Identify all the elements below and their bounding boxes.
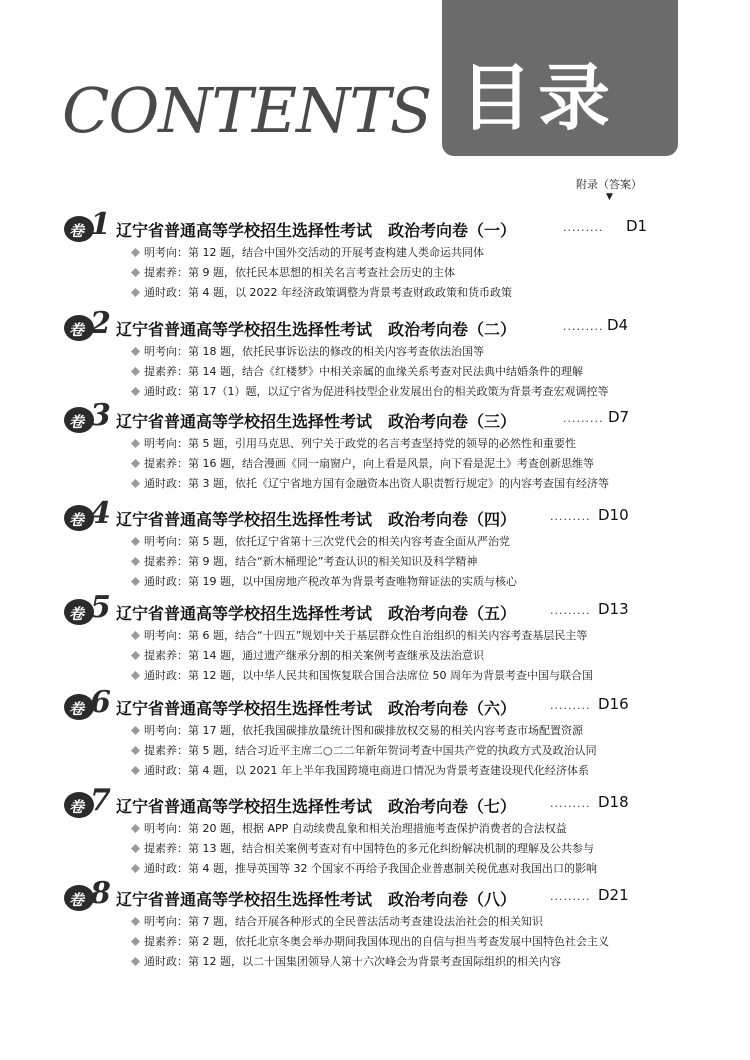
item-text: 明考向：第 5 题，引用马克思、列宁关于政党的名言考查坚持党的领导的必然性和重要性	[144, 437, 576, 450]
item-text: 明考向：第 17 题，依托我国碳排放量统计图和碳排放权交易的相关内容考查市场配置资源	[144, 724, 583, 737]
item-text: 通时政：第 17（1）题，以辽宁省为促进科技型企业发展出台的相关政策为背景考查宏观调控等	[144, 385, 609, 398]
volume-badge	[64, 783, 112, 820]
item-text: 明考向：第 7 题，结合开展各种形式的全民普法活动考查建设法治社会的相关知识	[144, 915, 543, 928]
toc-entry-item	[131, 363, 583, 379]
item-text: 明考向：第 12 题，结合中国外交活动的开展考查构建人类命运共同体	[144, 246, 484, 259]
leader-dots: ·········	[563, 323, 604, 336]
leader-dots: ·········	[550, 800, 591, 813]
diamond-bullet-icon	[131, 268, 140, 277]
toc-entry	[0, 306, 750, 413]
toc-entry-item	[131, 762, 589, 778]
item-text: 明考向：第 18 题，依托民事诉讼法的修改的相关内容考查依法治国等	[144, 345, 484, 358]
diamond-bullet-icon	[131, 557, 140, 566]
toc-entry-title: 辽宁省普通高等学校招生选择性考试 政治考向卷（七）	[116, 797, 517, 816]
diamond-bullet-icon	[131, 671, 140, 680]
toc-entry-item	[131, 475, 609, 491]
diamond-bullet-icon	[131, 367, 140, 376]
toc-entry-item	[131, 933, 609, 949]
item-text: 通时政：第 12 题，以二十国集团领导人第十六次峰会为背景考查国际组织的相关内容	[144, 955, 561, 968]
toc-entry-item	[131, 627, 587, 643]
toc-entry-item	[131, 953, 561, 969]
diamond-bullet-icon	[131, 537, 140, 546]
item-text: 通时政：第 4 题，以 2022 年经济政策调整为背景考查财政政策和货币政策	[144, 286, 512, 299]
toc-entry-item	[131, 244, 484, 260]
toc-entry	[0, 207, 750, 314]
badge-prefix: 卷	[69, 798, 85, 816]
diamond-bullet-icon	[131, 387, 140, 396]
page-number: D18	[598, 793, 629, 811]
item-text: 提素养：第 14 题，通过遗产继承分割的相关案例考查继承及法治意识	[144, 649, 484, 662]
leader-dots: ·········	[563, 415, 604, 428]
toc-entry	[0, 783, 750, 890]
page-number: D21	[598, 886, 629, 904]
item-text: 通时政：第 3 题，依托《辽宁省地方国有金融资本出资人职责暂行规定》的内容考查国有经济等	[144, 477, 609, 490]
diamond-bullet-icon	[131, 347, 140, 356]
toc-entry-item	[131, 264, 455, 280]
badge-prefix: 卷	[69, 321, 85, 339]
item-text: 提素养：第 2 题，依托北京冬奥会举办期间我国体现出的自信与担当考查发展中国特色社会主义	[144, 935, 609, 948]
toc-entry-item	[131, 573, 517, 589]
volume-badge	[64, 590, 112, 627]
page-number: D4	[607, 316, 629, 334]
page-number: D7	[608, 408, 630, 426]
badge-prefix: 卷	[69, 413, 85, 431]
contents-heading: CONTENTS	[62, 74, 432, 147]
toc-entry-item	[131, 383, 609, 399]
toc-entry	[0, 590, 750, 697]
diamond-bullet-icon	[131, 746, 140, 755]
volume-badge	[64, 685, 112, 722]
toc-entry-item	[131, 860, 597, 876]
badge-number: 5	[90, 590, 111, 625]
toc-entry-item	[131, 667, 593, 683]
toc-entry-item	[131, 722, 583, 738]
toc-entry-title: 辽宁省普通高等学校招生选择性考试 政治考向卷（三）	[116, 412, 517, 431]
toc-entry-title: 辽宁省普通高等学校招生选择性考试 政治考向卷（四）	[116, 510, 517, 529]
leader-dots: ·········	[550, 513, 591, 526]
toc-entry-title: 辽宁省普通高等学校招生选择性考试 政治考向卷（五）	[116, 604, 517, 623]
diamond-bullet-icon	[131, 459, 140, 468]
toc-entry-item	[131, 455, 594, 471]
toc-entry-item	[131, 284, 512, 300]
appendix-label: 附录（答案）	[576, 178, 642, 191]
badge-number: 4	[90, 496, 111, 531]
down-arrow-icon: ▼	[606, 192, 613, 202]
toc-entry-item	[131, 840, 594, 856]
badge-number: 7	[90, 783, 111, 818]
diamond-bullet-icon	[131, 864, 140, 873]
item-text: 提素养：第 5 题，结合习近平主席二○二二年新年贺词考查中国共产党的执政方式及政治认同	[144, 744, 597, 757]
item-text: 通时政：第 12 题，以中华人民共和国恢复联合国合法席位 50 周年为背景考查中国与联合国	[144, 669, 593, 682]
badge-number: 3	[90, 398, 111, 433]
badge-prefix: 卷	[69, 222, 85, 240]
diamond-bullet-icon	[131, 248, 140, 257]
toc-entry-item	[131, 343, 484, 359]
toc-entry	[0, 876, 750, 983]
leader-dots: ·········	[550, 893, 591, 906]
item-text: 提素养：第 13 题，结合相关案例考查对有中国特色的多元化纠纷解决机制的理解及公共参与	[144, 842, 594, 855]
item-text: 通时政：第 4 题，推导英国等 32 个国家不再给予我国企业普惠制关税优惠对我国出口的影响	[144, 862, 597, 875]
page-number: D16	[598, 695, 629, 713]
toc-entry-item	[131, 820, 567, 836]
diamond-bullet-icon	[131, 726, 140, 735]
badge-number: 8	[90, 876, 111, 911]
item-text: 提素养：第 16 题，结合漫画《同一扇窗户，向上看是风景，向下看是泥土》考查创新思维等	[144, 457, 594, 470]
page-number: D1	[626, 217, 648, 235]
diamond-bullet-icon	[131, 937, 140, 946]
item-text: 通时政：第 4 题，以 2021 年上半年我国跨境电商进口情况为背景考查建设现代化经济体系	[144, 764, 589, 777]
item-text: 明考向：第 20 题，根据 APP 自动续费乱象和相关治理措施考查保护消费者的合法权益	[144, 822, 567, 835]
badge-prefix: 卷	[69, 891, 85, 909]
item-text: 明考向：第 5 题，依托辽宁省第十三次党代会的相关内容考查全面从严治党	[144, 535, 510, 548]
badge-prefix: 卷	[69, 700, 85, 718]
diamond-bullet-icon	[131, 917, 140, 926]
diamond-bullet-icon	[131, 651, 140, 660]
page-number: D13	[598, 600, 629, 618]
toc-entry-item	[131, 647, 484, 663]
diamond-bullet-icon	[131, 439, 140, 448]
badge-prefix: 卷	[69, 605, 85, 623]
toc-entry-item	[131, 533, 510, 549]
badge-number: 2	[90, 306, 111, 341]
diamond-bullet-icon	[131, 288, 140, 297]
toc-entry	[0, 398, 750, 505]
item-text: 通时政：第 19 题，以中国房地产税改革为背景考查唯物辩证法的实质与核心	[144, 575, 517, 588]
item-text: 明考向：第 6 题，结合“十四五”规划中关于基层群众性自治组织的相关内容考查基层民主等	[144, 629, 588, 642]
badge-number: 1	[90, 207, 111, 242]
volume-badge	[64, 207, 112, 244]
leader-dots: ·········	[563, 224, 604, 237]
toc-entry-title: 辽宁省普通高等学校招生选择性考试 政治考向卷（八）	[116, 890, 517, 909]
badge-prefix: 卷	[69, 511, 85, 529]
toc-title-block	[442, 0, 678, 156]
diamond-bullet-icon	[131, 824, 140, 833]
diamond-bullet-icon	[131, 479, 140, 488]
toc-entry-item	[131, 913, 543, 929]
item-text: 提素养：第 14 题，结合《红楼梦》中相关亲属的血缘关系考查对民法典中结婚条件的理解	[144, 365, 583, 378]
toc-entry-item	[131, 553, 477, 569]
toc-entry	[0, 496, 750, 603]
item-text: 提素养：第 9 题，结合“新木桶理论”考查认识的相关知识及科学精神	[144, 555, 478, 568]
volume-badge	[64, 398, 112, 435]
toc-entry-item	[131, 435, 576, 451]
toc-entry-title: 辽宁省普通高等学校招生选择性考试 政治考向卷（一）	[116, 221, 517, 240]
toc-entry-title: 辽宁省普通高等学校招生选择性考试 政治考向卷（六）	[116, 699, 517, 718]
leader-dots: ·········	[550, 607, 591, 620]
volume-badge	[64, 876, 112, 913]
volume-badge	[64, 306, 112, 343]
diamond-bullet-icon	[131, 844, 140, 853]
toc-entry-title: 辽宁省普通高等学校招生选择性考试 政治考向卷（二）	[116, 320, 517, 339]
toc-entry	[0, 685, 750, 792]
item-text: 提素养：第 9 题，依托民本思想的相关名言考查社会历史的主体	[144, 266, 455, 279]
diamond-bullet-icon	[131, 631, 140, 640]
leader-dots: ·········	[550, 702, 591, 715]
diamond-bullet-icon	[131, 577, 140, 586]
page-number: D10	[598, 506, 629, 524]
diamond-bullet-icon	[131, 957, 140, 966]
toc-title: 目录	[460, 56, 617, 140]
toc-entry-item	[131, 742, 597, 758]
volume-badge	[64, 496, 112, 533]
badge-number: 6	[90, 685, 111, 720]
diamond-bullet-icon	[131, 766, 140, 775]
